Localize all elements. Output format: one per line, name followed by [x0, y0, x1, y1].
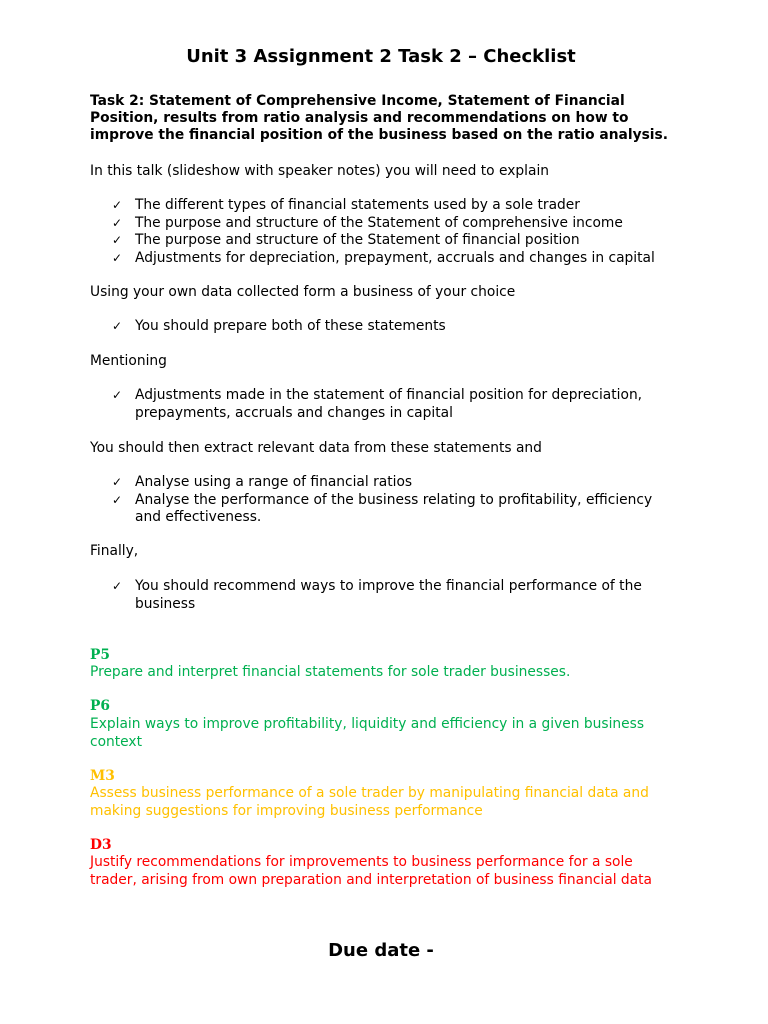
checkmark-icon: ✓ — [112, 388, 123, 402]
list-item: ✓ Analyse the performance of the business relating to profitability, efficiency and effectiveness. — [112, 491, 653, 525]
list-item: ✓ Analyse using a range of financial ratios — [112, 474, 413, 490]
data-paragraph: Using your own data collected form a business of your choice — [90, 284, 516, 300]
intro-paragraph: In this talk (slideshow with speaker notes) you will need to explain — [90, 163, 550, 179]
checkmark-icon: ✓ — [112, 475, 123, 489]
list-item: ✓ Adjustments for depreciation, prepayment, accruals and changes in capital — [112, 249, 655, 266]
list-item: ✓ The purpose and structure of the Statement of financial position — [112, 232, 580, 248]
criterion-code: P6 — [90, 698, 110, 714]
checkmark-icon: ✓ — [112, 492, 123, 507]
list-item: ✓ The purpose and structure of the Statement of comprehensive income — [112, 214, 623, 231]
list-item: ✓ You should recommend ways to improve the financial performance of the business — [112, 578, 642, 612]
extract-paragraph: You should then extract relevant data from these statements and — [90, 440, 542, 456]
checkmark-icon: ✓ — [112, 319, 123, 333]
criterion-text: Prepare and interpret financial statements for sole trader businesses. — [90, 664, 571, 680]
criterion-text: Assess business performance of a sole trader by manipulating financial data and making suggestions for improving business performance — [90, 785, 649, 819]
list-item: ✓ The different types of financial statements used by a sole trader — [112, 197, 580, 213]
checkmark-icon: ✓ — [112, 215, 123, 230]
checklist-recommend — [112, 578, 672, 613]
criterion-code: M3 — [90, 768, 115, 784]
list-item: ✓ You should prepare both of these statements — [112, 318, 446, 334]
checklist-adjustments — [112, 387, 672, 422]
checkmark-icon: ✓ — [112, 579, 123, 593]
list-item: ✓ Adjustments made in the statement of financial position for depreciation, prepayments, accruals and changes in capital — [112, 387, 643, 421]
criterion-code: D3 — [90, 837, 112, 853]
criterion-text: Justify recommendations for improvements to business performance for a sole trader, arising from own preparation and interpretation of business financial data — [90, 854, 653, 888]
criterion-code: P5 — [90, 647, 110, 663]
mentioning-paragraph: Mentioning — [90, 353, 167, 369]
checklist-analyse — [112, 474, 672, 527]
checkmark-icon: ✓ — [112, 198, 123, 212]
task-heading: Task 2: Statement of Comprehensive Income, Statement of Financial Position, results from ratio analysis and recommendations on how to improve the financial position of the business based on the ratio analysis. — [90, 93, 668, 143]
checklist-prepare — [112, 318, 672, 336]
criterion-text: Explain ways to improve profitability, liquidity and efficiency in a given business context — [90, 716, 645, 750]
checkmark-icon: ✓ — [112, 250, 123, 265]
checklist-explain — [112, 197, 672, 267]
checkmark-icon: ✓ — [112, 233, 123, 247]
page-title: Unit 3 Assignment 2 Task 2 – Checklist — [186, 46, 576, 67]
due-date: Due date - — [328, 940, 434, 961]
finally-paragraph: Finally, — [90, 543, 139, 559]
